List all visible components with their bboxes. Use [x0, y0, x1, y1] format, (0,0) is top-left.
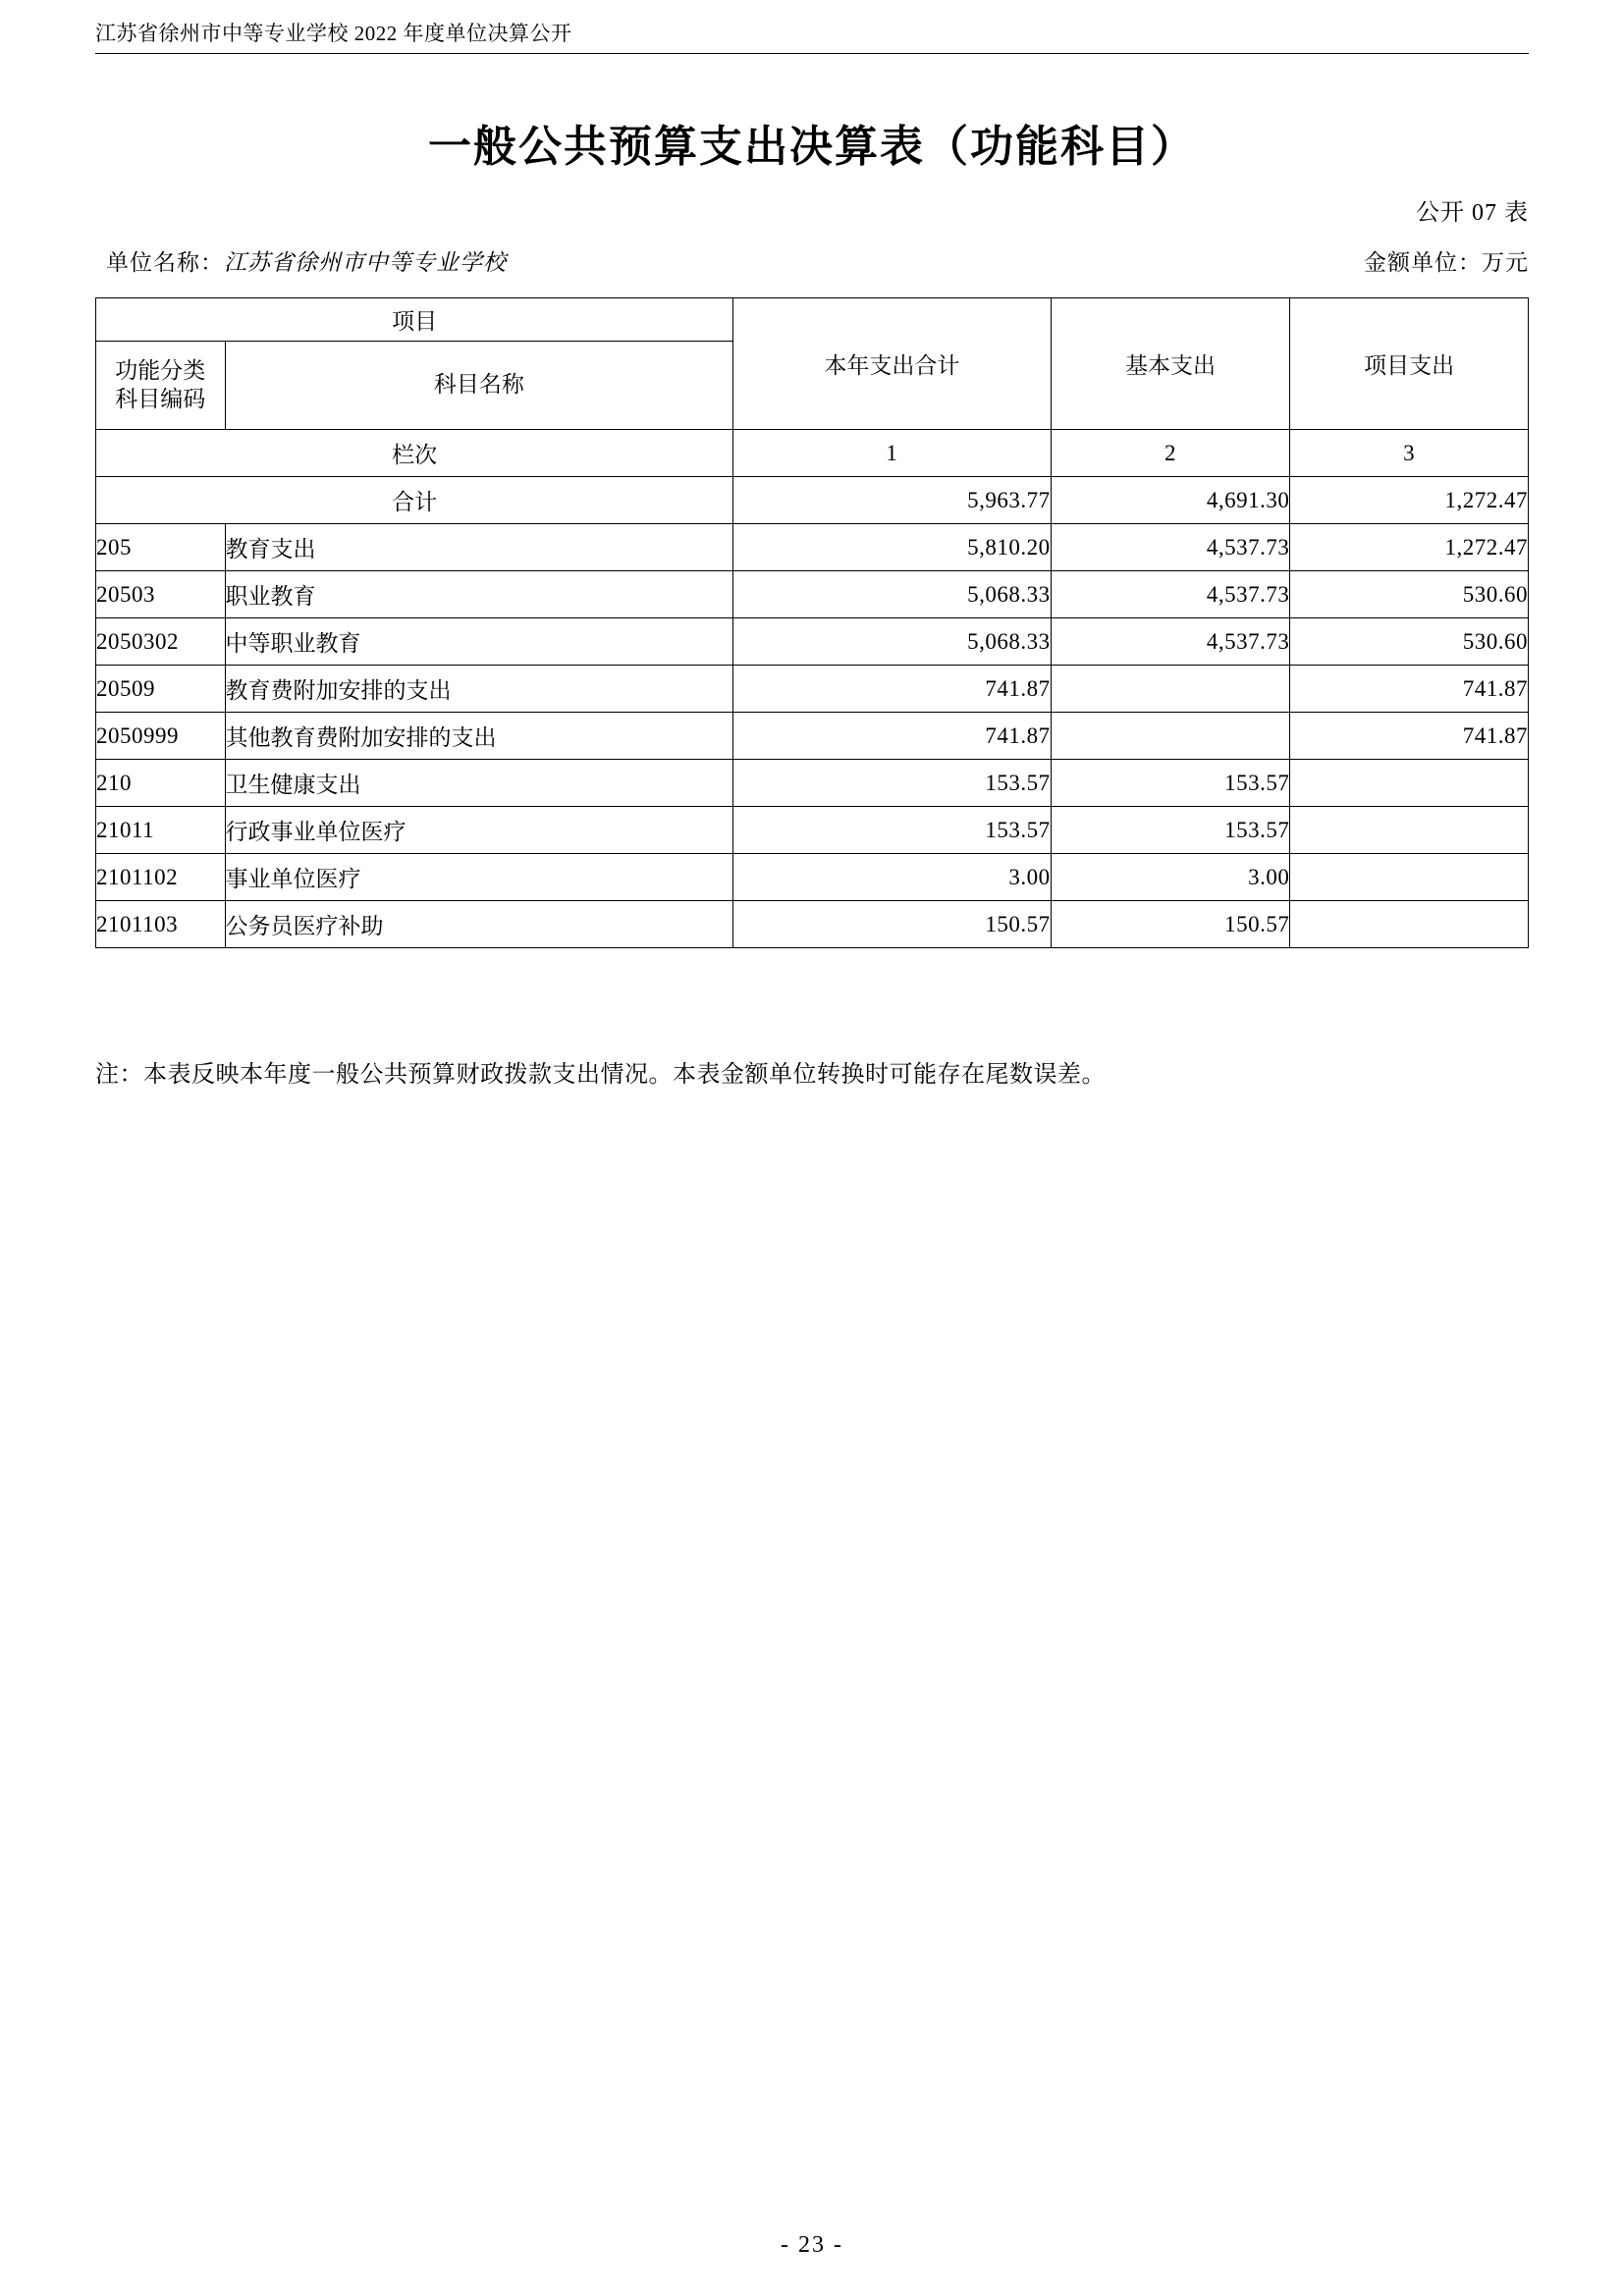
- row-value-basic: 4,537.73: [1051, 618, 1290, 666]
- row-name: 其他教育费附加安排的支出: [225, 713, 733, 760]
- column-index-2: 2: [1051, 430, 1290, 477]
- table-row: [96, 807, 1529, 854]
- row-code: 20509: [96, 666, 226, 713]
- table-row: [96, 760, 1529, 807]
- row-value-total: 5,810.20: [733, 524, 1052, 571]
- table-body: [96, 477, 1529, 948]
- unit-name-label: 单位名称：: [106, 250, 224, 275]
- row-value-project: 530.60: [1290, 618, 1529, 666]
- row-value-project: 741.87: [1290, 666, 1529, 713]
- row-code: 2101103: [96, 901, 226, 948]
- row-value-total: 5,068.33: [733, 571, 1052, 618]
- table-row: [96, 571, 1529, 618]
- row-code: 210: [96, 760, 226, 807]
- table-row: [96, 854, 1529, 901]
- header-project-expenditure: 项目支出: [1290, 298, 1529, 430]
- header-project-group: 项目: [96, 298, 733, 342]
- row-value-project: 741.87: [1290, 713, 1529, 760]
- running-header-text: 江苏省徐州市中等专业学校 2022 年度单位决算公开: [95, 22, 572, 45]
- table-row: [96, 524, 1529, 571]
- header-function-code-line2: 科目编码: [115, 386, 206, 411]
- row-value-basic: [1051, 713, 1290, 760]
- unit-name-block: [106, 244, 507, 277]
- total-row-value-3: 1,272.47: [1290, 477, 1529, 524]
- row-value-total: 741.87: [733, 666, 1052, 713]
- row-name: 教育支出: [225, 524, 733, 571]
- table-row: [96, 713, 1529, 760]
- total-row-label: 合计: [96, 477, 733, 524]
- row-value-total: 5,068.33: [733, 618, 1052, 666]
- row-code: 205: [96, 524, 226, 571]
- header-function-code: [96, 342, 226, 430]
- row-code: 21011: [96, 807, 226, 854]
- table-column-index-row: [96, 430, 1529, 477]
- row-name: 行政事业单位医疗: [225, 807, 733, 854]
- row-value-project: [1290, 901, 1529, 948]
- row-code: 2050302: [96, 618, 226, 666]
- page-title: 一般公共预算支出决算表（功能科目）: [428, 123, 1196, 171]
- row-value-total: 150.57: [733, 901, 1052, 948]
- row-value-total: 153.57: [733, 760, 1052, 807]
- row-value-total: 153.57: [733, 807, 1052, 854]
- table-row: [96, 618, 1529, 666]
- row-code: 20503: [96, 571, 226, 618]
- row-value-project: 1,272.47: [1290, 524, 1529, 571]
- column-index-label: 栏次: [96, 430, 733, 477]
- table-row-total: [96, 477, 1529, 524]
- amount-unit-label: 金额单位：万元: [1364, 250, 1529, 275]
- row-value-project: [1290, 807, 1529, 854]
- row-name: 中等职业教育: [225, 618, 733, 666]
- row-value-basic: 3.00: [1051, 854, 1290, 901]
- column-index-3: 3: [1290, 430, 1529, 477]
- total-row-value-2: 4,691.30: [1051, 477, 1290, 524]
- row-code: 2050999: [96, 713, 226, 760]
- row-code: 2101102: [96, 854, 226, 901]
- row-value-total: 3.00: [733, 854, 1052, 901]
- budget-table-container: [95, 297, 1529, 948]
- form-code-label: 公开 07 表: [1416, 200, 1529, 226]
- row-value-basic: [1051, 666, 1290, 713]
- header-subject-name: 科目名称: [225, 342, 733, 430]
- row-value-basic: 150.57: [1051, 901, 1290, 948]
- row-value-total: 741.87: [733, 713, 1052, 760]
- page-number: - 23 -: [781, 2232, 843, 2258]
- table-row: [96, 666, 1529, 713]
- table-row: [96, 901, 1529, 948]
- header-basic-expenditure: 基本支出: [1051, 298, 1290, 430]
- row-name: 卫生健康支出: [225, 760, 733, 807]
- row-value-project: [1290, 854, 1529, 901]
- table-head: [96, 298, 1529, 477]
- row-name: 职业教育: [225, 571, 733, 618]
- row-value-basic: 4,537.73: [1051, 571, 1290, 618]
- row-value-project: [1290, 760, 1529, 807]
- header-total-expenditure: 本年支出合计: [733, 298, 1052, 430]
- total-row-value-1: 5,963.77: [733, 477, 1052, 524]
- row-name: 教育费附加安排的支出: [225, 666, 733, 713]
- header-divider: [95, 53, 1529, 54]
- table-header-row-group: [96, 298, 1529, 342]
- table-meta-row: [106, 244, 1529, 278]
- row-value-basic: 153.57: [1051, 807, 1290, 854]
- row-value-project: 530.60: [1290, 571, 1529, 618]
- row-value-basic: 4,537.73: [1051, 524, 1290, 571]
- column-index-1: 1: [733, 430, 1052, 477]
- row-value-basic: 153.57: [1051, 760, 1290, 807]
- running-header: [95, 18, 1529, 59]
- header-function-code-line1: 功能分类: [115, 357, 206, 383]
- budget-expenditure-table: [95, 297, 1529, 948]
- table-footnote: 注：本表反映本年度一般公共预算财政拨款支出情况。本表金额单位转换时可能存在尾数误差。: [95, 1062, 1106, 1088]
- row-name: 事业单位医疗: [225, 854, 733, 901]
- unit-name-value: 江苏省徐州市中等专业学校: [224, 250, 507, 275]
- row-name: 公务员医疗补助: [225, 901, 733, 948]
